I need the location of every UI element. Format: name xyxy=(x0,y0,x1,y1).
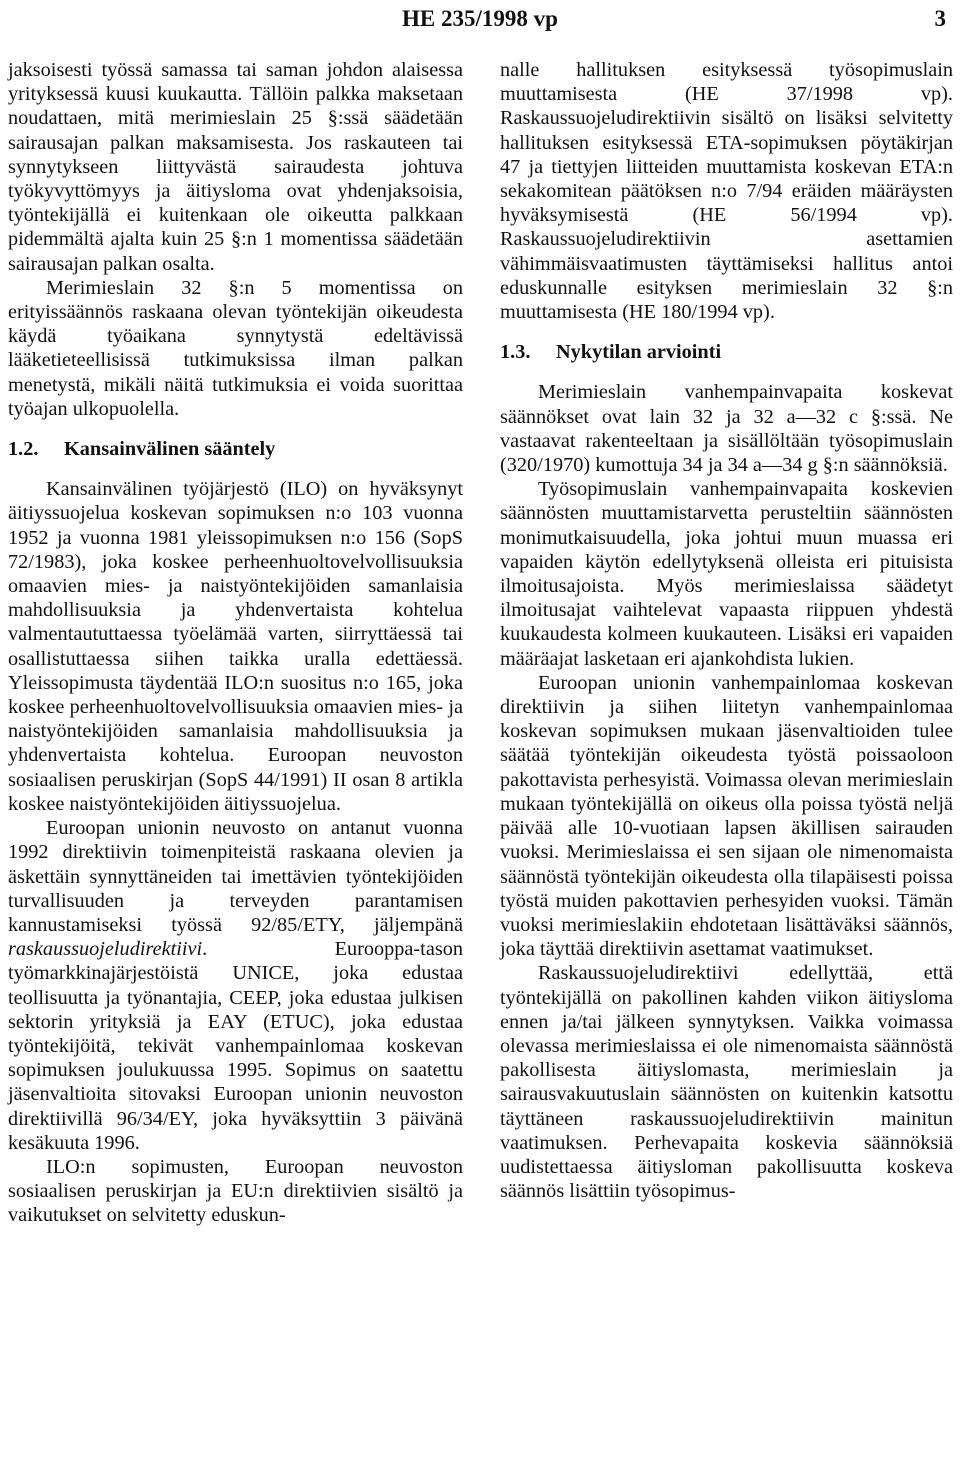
paragraph: nalle hallituksen esityksessä työsopimuslain muuttamisesta (HE 37/1998 vp). Raskaussuojeludirektiivin sisältö on lisäksi selvitetty hallituksen esityksessä ETA-sopimuksen pöytäkirjan 47 ja tiettyjen liitteiden muuttamista koskevan ETA:n sekakomitean päätöksen n:o 7/94 eräiden määräysten hyväksymisestä (HE 56/1994 vp). Raskaussuojeludirektiivin asettamien vähimmäisvaatimusten täyttämiseksi hallitus antoi eduskunnalle esityksen merimieslain 32 §:n muuttamisesta (HE 180/1994 vp). xyxy=(500,59,953,324)
paragraph: Raskaussuojeludirektiivi edellyttää, että työntekijällä on pakollinen kahden viikon äitiysloma ennen ja/tai jälkeen synnytyksen. Vaikka voimassa olevassa merimieslaissa ei ole nimenomaista säännöstä pakollisesta äitiyslomasta, merimieslain ja sairausvakuutuslain säännösten on kuitenkin katsottu täyttäneen raskaussuojeludirektiivin mainitun vaatimuksen. Perhevapaita koskevia säännöksiä uudistettaessa äitiysloman pakollisuutta koskeva säännös lisättiin työsopimus- xyxy=(500,962,953,1203)
paragraph xyxy=(8,816,463,1155)
document-title: HE 235/1998 vp xyxy=(402,6,558,31)
paragraph-text: . Eurooppa-tason työmarkkinajärjestöistä UNICE, joka edustaa teollisuutta ja työnantajia, CEEP, joka edustaa julkisen sektorin yrityksiä ja EAY (ETUC), joka edustaa työntekijöitä, tekivät vanhempainlomaa koskevan sopimuksen joulukuussa 1995. Sopimus on saatettu jäsenvaltioita sitovaksi Euroopan unionin neuvoston direktiivillä 96/34/EY, joka hyväksyttiin 3 päivänä kesäkuuta 1996. xyxy=(8,938,463,1154)
section-number: 1.3. xyxy=(500,341,531,364)
section-title: Kansainvälinen sääntely xyxy=(64,438,276,461)
paragraph: Merimieslain 32 §:n 5 momentissa on erityissäännös raskaana olevan työntekijän oikeudesta käydä työaikana synnytystä edeltävissä lääketieteellisissä tutkimuksissa ilman palkan menetystä, mikäli näitä tutkimuksia ei voida suorittaa työajan ulkopuolella. xyxy=(8,276,463,420)
paragraph: ILO:n sopimusten, Euroopan neuvoston sosiaalisen peruskirjan ja EU:n direktiivien sisältö ja vaikutukset on selvitetty eduskun- xyxy=(8,1155,463,1227)
paragraph: Työsopimuslain vanhempainvapaita koskevien säännösten muuttamistarvetta perusteltiin säännösten monimutkaisuudella, joka johtui muun muassa eri vapaiden käytön edellytyksenä olleista eri pituisista ilmoitusajoista. Myös merimieslaissa säädetyt ilmoitusajat vaihtelevat vapaasta riippuen yhdestä kuukaudesta kolmeen kuukauteen. Lisäksi eri vapaiden määräajat lasketaan eri ajankohdista lukien. xyxy=(500,478,953,670)
paragraph: jaksoisesti työssä samassa tai saman johdon alaisessa yrityksessä kuusi kuukautta. Tällöin palkka maksetaan noudattaen, mitä merimieslain 25 §:ssä säädetään sairausajan palkan maksamisesta. Jos raskauteen tai synnytykseen liittyvästä sairaudesta johtuva työkyvyttömyys ja äitiysloma ovat yhdenjaksoisia, työntekijällä ei kuitenkaan ole oikeutta palkkaan pidemmältä ajalta kuin 25 §:n 1 momentissa säädetään sairausajan palkan osalta. xyxy=(8,59,463,275)
section-heading xyxy=(8,437,463,461)
page-number: 3 xyxy=(934,6,946,31)
defined-term: raskaussuojeludirektiivi xyxy=(8,938,203,961)
section-heading xyxy=(500,340,953,364)
paragraph: Euroopan unionin vanhempainlomaa koskevan direktiivin ja siihen liitetyn vanhempainlomaa koskevan sopimuksen mukaan jäsenvaltioiden tulee säätää työntekijän oikeudesta työstä poissaoloon pakottavista perhesyistä. Voimassa olevan merimieslain mukaan työntekijällä on oikeus olla poissa työstä neljä päivää alle 10-vuotiaan lapsen äkillisen sairauden vuoksi. Merimieslaissa ei sen sijaan ole nimenomaista säännöstä työntekijän oikeudesta olla tilapäisesti poissa työstä muiden pakottavien perhesyiden vuoksi. Tämän vuoksi merimieslakiin ehdotetaan lisättäväksi säännös, joka täyttää direktiivin asettamat vaatimukset. xyxy=(500,671,953,961)
paragraph: Kansainvälinen työjärjestö (ILO) on hyväksynyt äitiyssuojelua koskevan sopimuksen n:o 103 vuonna 1952 ja vuonna 1981 yleissopimuksen n:o 156 (SopS 72/1983), joka koskee perheenhuoltovelvollisuuksia omaavien mies- ja naistyöntekijöiden samanlaisia mahdollisuuksia ja yhdenvertaista kohtelua valmentaututtaessa työelämää varten, siirryttäessä tai osallistuttaessa siihen taikka uralla edettäessä. Yleissopimusta täydentää ILO:n suositus n:o 165, joka koskee perheenhuoltovelvollisuuksia omaavien mies- ja naistyöntekijöiden samanlaisia mahdollisuuksia ja yhdenvertaista kohtelua. Euroopan neuvoston sosiaalisen peruskirjan (SopS 44/1991) II osan 8 artikla koskee naistyöntekijöiden äitiyssuojelua. xyxy=(8,478,463,815)
right-column xyxy=(500,58,953,1203)
paragraph-text: Euroopan unionin neuvosto on antanut vuonna 1992 direktiivin toimenpiteistä raskaana olevien ja äskettäin synnyttäneiden tai imettävien työntekijöiden turvallisuuden ja terveyden parantamisen kannustamiseksi työssä 92/85/ETY, jäljempänä xyxy=(8,817,463,936)
paragraph: Merimieslain vanhempainvapaita koskevat säännökset ovat lain 32 ja 32 a—32 c §:ssä. Ne vastaavat rakenteeltaan ja sisällöltään työsopimuslain (320/1970) kumottuja 34 ja 34 a—34 g §:n säännöksiä. xyxy=(500,381,953,477)
section-title: Nykytilan arviointi xyxy=(556,341,722,364)
page-header xyxy=(0,4,960,40)
section-number: 1.2. xyxy=(8,438,39,461)
left-column xyxy=(8,58,463,1228)
